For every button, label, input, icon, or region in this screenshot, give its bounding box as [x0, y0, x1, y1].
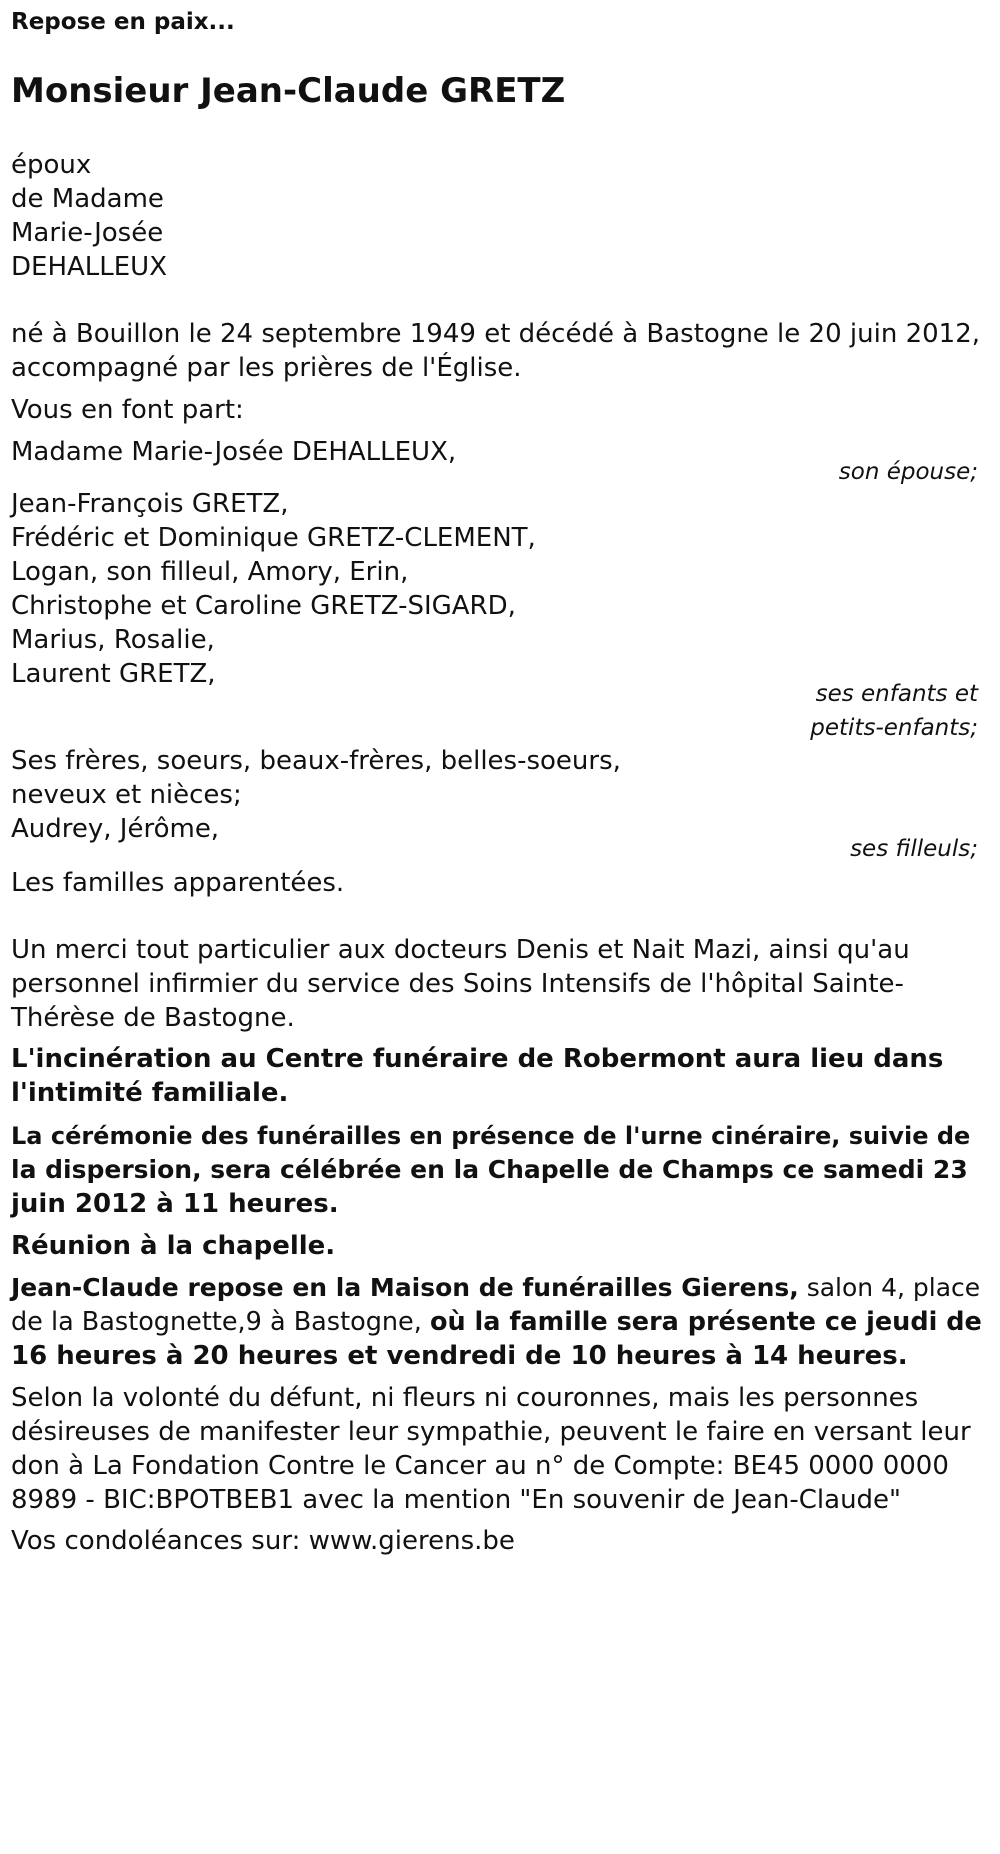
child-line: Jean-François GRETZ,	[11, 489, 289, 519]
deceased-name: Monsieur Jean-Claude GRETZ	[11, 71, 566, 111]
rest-visiting: où la famille sera présente ce jeudi de	[429, 1307, 982, 1337]
ceremony-line: La cérémonie des funérailles en présence de l'urne cinéraire, suivie de	[11, 1122, 971, 1150]
sibling-line: neveux et nièces;	[11, 780, 242, 810]
child-line: Christophe et Caroline GRETZ-SIGARD,	[11, 591, 516, 621]
spouse-role: son épouse;	[838, 459, 978, 485]
rest-address: de la Bastognette,9 à Bastogne,	[11, 1307, 430, 1337]
children-role: ses enfants et	[815, 681, 978, 707]
ceremony-line: la dispersion, sera célébrée en la Chapelle de Champs ce samedi 23	[11, 1155, 968, 1184]
thanks-line: personnel infirmier du service des Soins Intensifs de l'hôpital Sainte-	[11, 969, 904, 999]
rest-location: Jean-Claude repose en la Maison de funérailles Gierens,	[11, 1273, 799, 1302]
condolences-line: Vos condoléances sur: www.gierens.be	[11, 1526, 515, 1556]
spouse-line: époux	[11, 150, 92, 180]
wishes-line: 8989 - BIC:BPOTBEB1 avec la mention "En souvenir de Jean-Claude"	[11, 1485, 902, 1515]
rest-hours: 16 heures à 20 heures et vendredi de 10 heures à 14 heures.	[11, 1341, 908, 1371]
sibling-line: Ses frères, soeurs, beaux-frères, belles-soeurs,	[11, 746, 621, 776]
spouse-line: de Madame	[11, 184, 164, 214]
wishes-line: désireuses de manifester leur sympathie, peuvent le faire en versant leur	[11, 1417, 971, 1447]
godchildren-role: ses filleuls;	[850, 836, 978, 862]
spouse-line: DEHALLEUX	[11, 252, 168, 282]
reunion-line: Réunion à la chapelle.	[11, 1231, 336, 1261]
birth-death-line: né à Bouillon le 24 septembre 1949 et décédé à Bastogne le 20 juin 2012,	[11, 319, 980, 349]
cremation-line: L'incinération au Centre funéraire de Robermont aura lieu dans	[11, 1044, 944, 1074]
family-spouse: Madame Marie-Josée DEHALLEUX,	[11, 437, 457, 467]
ceremony-line: juin 2012 à 11 heures.	[11, 1189, 339, 1219]
wishes-line: don à La Fondation Contre le Cancer au n° de Compte: BE45 0000 0000	[11, 1451, 949, 1481]
child-line: Marius, Rosalie,	[11, 625, 215, 655]
thanks-line: Thérèse de Bastogne.	[11, 1003, 295, 1033]
child-line: Frédéric et Dominique GRETZ-CLEMENT,	[11, 523, 536, 553]
relatives-line: Les familles apparentées.	[11, 868, 345, 898]
children-role: petits-enfants;	[810, 715, 978, 741]
godchildren-line: Audrey, Jérôme,	[11, 814, 220, 844]
church-prayers-line: accompagné par les prières de l'Église.	[11, 353, 522, 383]
spouse-line: Marie-Josée	[11, 218, 164, 248]
child-line: Laurent GRETZ,	[11, 659, 216, 689]
rest-salon: salon 4, place	[798, 1273, 981, 1302]
announcement-intro: Vous en font part:	[11, 395, 244, 425]
child-line: Logan, son filleul, Amory, Erin,	[11, 557, 409, 587]
repose-heading: Repose en paix...	[11, 9, 235, 35]
wishes-line: Selon la volonté du défunt, ni fleurs ni couronnes, mais les personnes	[11, 1383, 919, 1413]
cremation-line: l'intimité familiale.	[11, 1078, 289, 1108]
thanks-line: Un merci tout particulier aux docteurs Denis et Nait Mazi, ainsi qu'au	[11, 935, 910, 965]
